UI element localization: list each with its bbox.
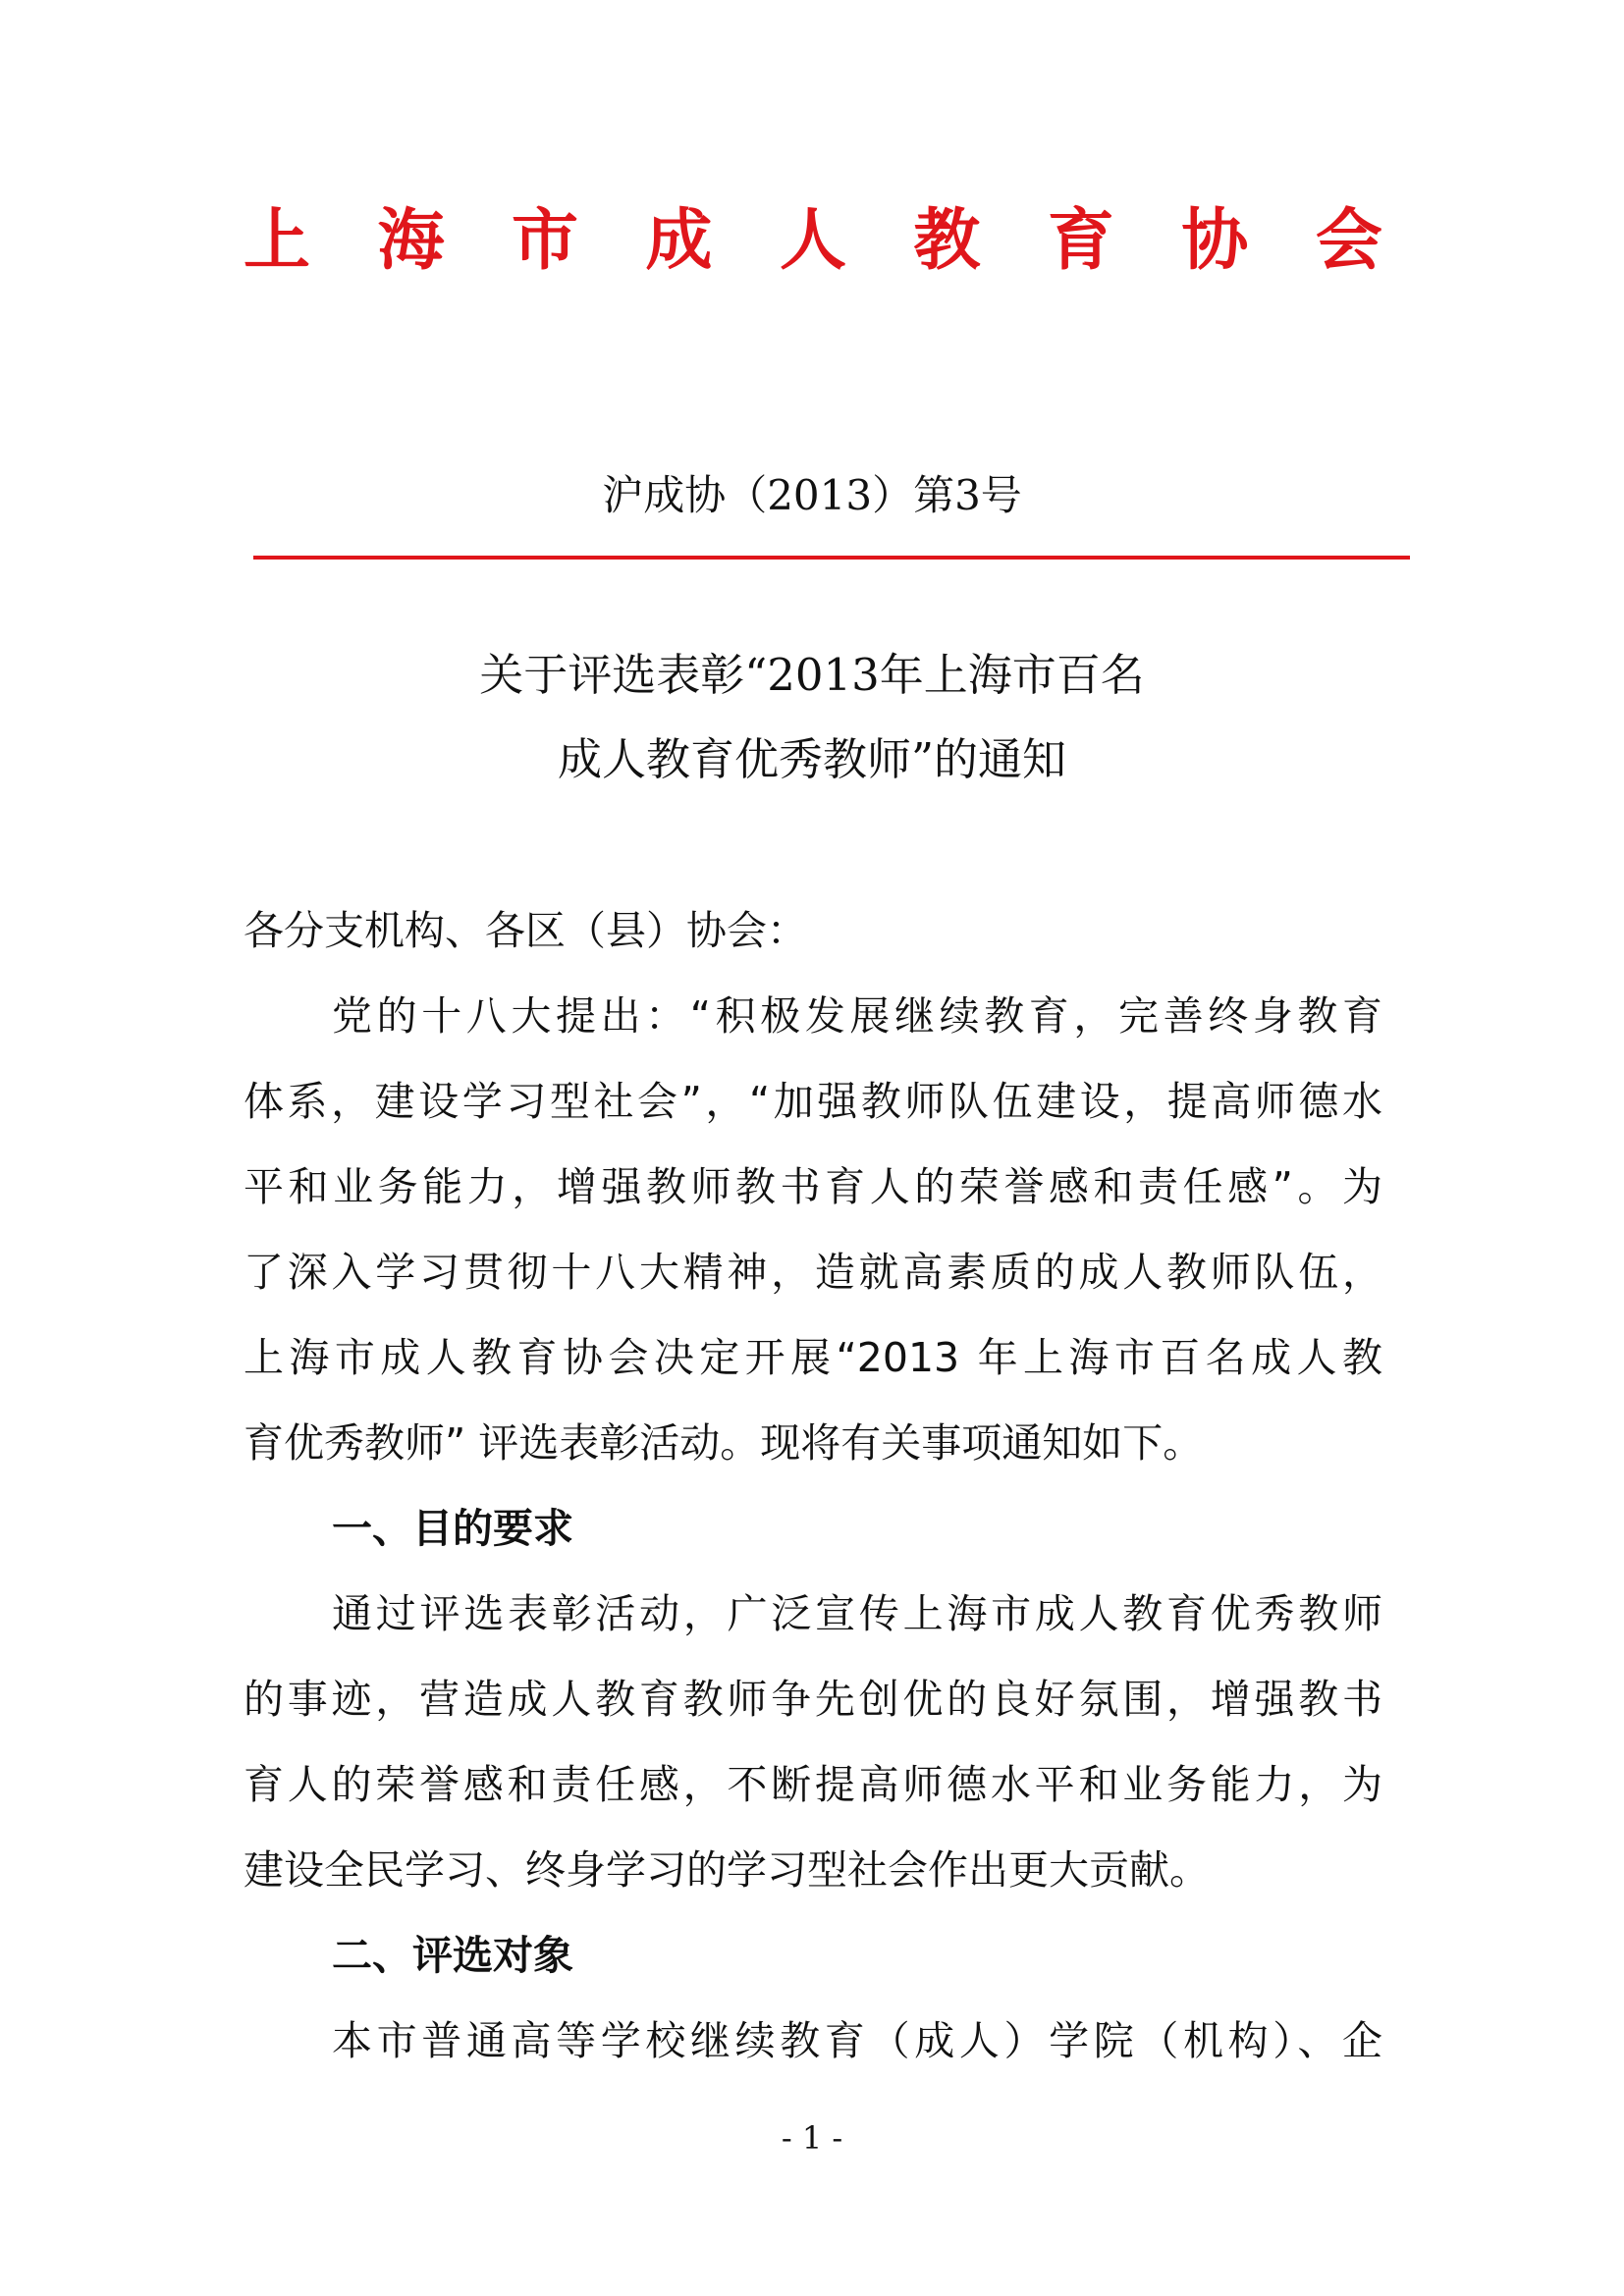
paragraph-line: 通过评选表彰活动，广泛宣传上海市成人教育优秀教师 xyxy=(332,1590,1382,1637)
paragraph-line: 平和业务能力，增强教师教书育人的荣誉感和责任感”。为 xyxy=(244,1163,1382,1210)
paragraph-line: 建设全民学习、终身学习的学习型社会作出更大贡献。 xyxy=(244,1846,1210,1894)
page-number: - 1 - xyxy=(781,2119,843,2157)
org-char: 育 xyxy=(1047,201,1114,280)
section-heading: 二、评选对象 xyxy=(332,1932,573,1979)
paragraph-line: 的事迹，营造成人教育教师争先创优的良好氛围，增强教书 xyxy=(244,1676,1382,1723)
section-heading: 一、目的要求 xyxy=(332,1505,573,1552)
paragraph-line: 育人的荣誉感和责任感，不断提高师德水平和业务能力，为 xyxy=(244,1761,1382,1808)
org-char: 协 xyxy=(1181,201,1249,280)
paragraph-line: 本市普通高等学校继续教育（成人）学院（机构）、企 xyxy=(332,2017,1382,2064)
document-title xyxy=(0,633,1624,802)
org-char: 教 xyxy=(913,201,981,280)
title-line: 关于评选表彰“2013年上海市百名 xyxy=(479,649,1145,701)
paragraph-line: 了深入学习贯彻十八大精神，造就高素质的成人教师队伍， xyxy=(244,1249,1382,1296)
paragraph-line: 育优秀教师” 评选表彰活动。现将有关事项通知如下。 xyxy=(244,1419,1204,1467)
document-body xyxy=(244,888,1382,2084)
org-char: 人 xyxy=(779,201,846,280)
paragraph-line: 党的十八大提出：“积极发展继续教育，完善终身教育 xyxy=(332,992,1382,1040)
paragraph-line: 上海市成人教育协会决定开展“2013 年上海市百名成人教 xyxy=(244,1334,1382,1381)
title-line: 成人教育优秀教师”的通知 xyxy=(557,733,1066,785)
org-char: 上 xyxy=(244,201,311,280)
header-divider xyxy=(253,556,1410,560)
org-char: 海 xyxy=(377,201,445,280)
paragraph-line: 体系，建设学习型社会”，“加强教师队伍建设，提高师德水 xyxy=(244,1078,1382,1125)
organization-header xyxy=(244,196,1382,285)
org-char: 会 xyxy=(1315,201,1382,280)
salutation: 各分支机构、各区（县）协会： xyxy=(244,907,807,954)
document-number: 沪成协（2013）第3号 xyxy=(602,471,1022,519)
org-char: 市 xyxy=(511,201,578,280)
org-char: 成 xyxy=(645,201,713,280)
